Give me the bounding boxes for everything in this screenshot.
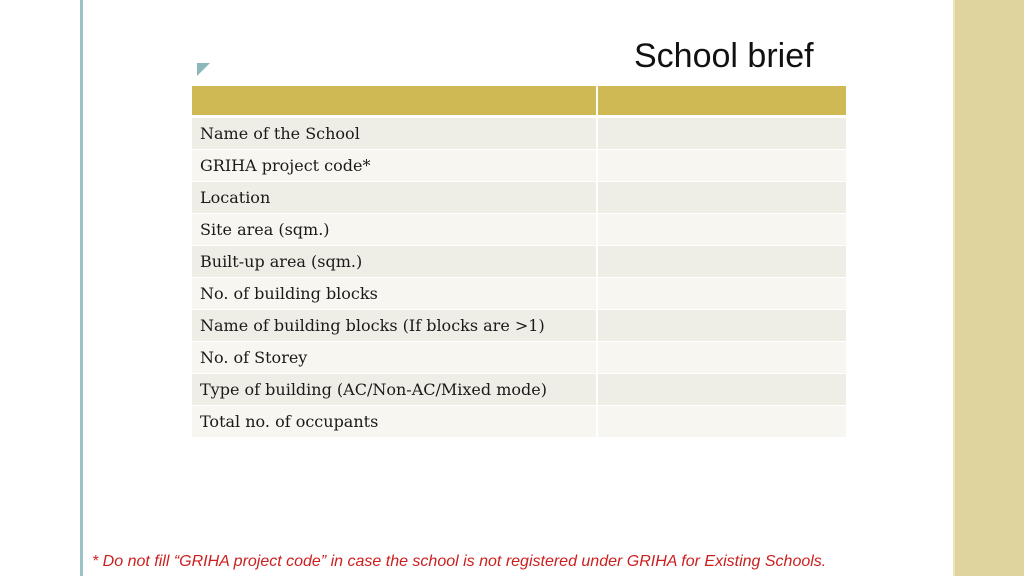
left-accent-bar	[80, 0, 83, 576]
row-label: Location	[192, 182, 596, 213]
row-label: Site area (sqm.)	[192, 214, 596, 245]
row-value-cell[interactable]	[598, 310, 846, 341]
row-value-cell[interactable]	[598, 278, 846, 309]
footnote: * Do not fill “GRIHA project code” in case the school is not registered under GRIHA for Existing Schools.	[92, 553, 827, 570]
right-decorative-band	[955, 0, 1024, 576]
table-header-row	[192, 86, 846, 115]
slide-title: School brief	[634, 37, 814, 75]
row-label: GRIHA project code*	[192, 150, 596, 181]
row-label: No. of building blocks	[192, 278, 596, 309]
table-header-cell-label	[192, 86, 596, 115]
row-label: Name of the School	[192, 118, 596, 149]
table-row	[192, 149, 846, 181]
table-row	[192, 405, 846, 437]
table-row	[192, 277, 846, 309]
corner-triangle-icon	[197, 63, 210, 76]
row-value-cell[interactable]	[598, 214, 846, 245]
row-value-cell[interactable]	[598, 342, 846, 373]
table-header-cell-value	[598, 86, 846, 115]
row-label: Name of building blocks (If blocks are >1)	[192, 310, 596, 341]
table-row	[192, 373, 846, 405]
row-label: No. of Storey	[192, 342, 596, 373]
school-brief-table	[192, 86, 846, 437]
row-value-cell[interactable]	[598, 246, 846, 277]
row-value-cell[interactable]	[598, 150, 846, 181]
table-row	[192, 309, 846, 341]
table-row	[192, 213, 846, 245]
table-row	[192, 341, 846, 373]
table-row	[192, 181, 846, 213]
row-value-cell[interactable]	[598, 118, 846, 149]
row-value-cell[interactable]	[598, 374, 846, 405]
row-label: Total no. of occupants	[192, 406, 596, 437]
row-value-cell[interactable]	[598, 182, 846, 213]
row-value-cell[interactable]	[598, 406, 846, 437]
row-label: Built-up area (sqm.)	[192, 246, 596, 277]
table-row	[192, 245, 846, 277]
table-row	[192, 117, 846, 149]
row-label: Type of building (AC/Non-AC/Mixed mode)	[192, 374, 596, 405]
